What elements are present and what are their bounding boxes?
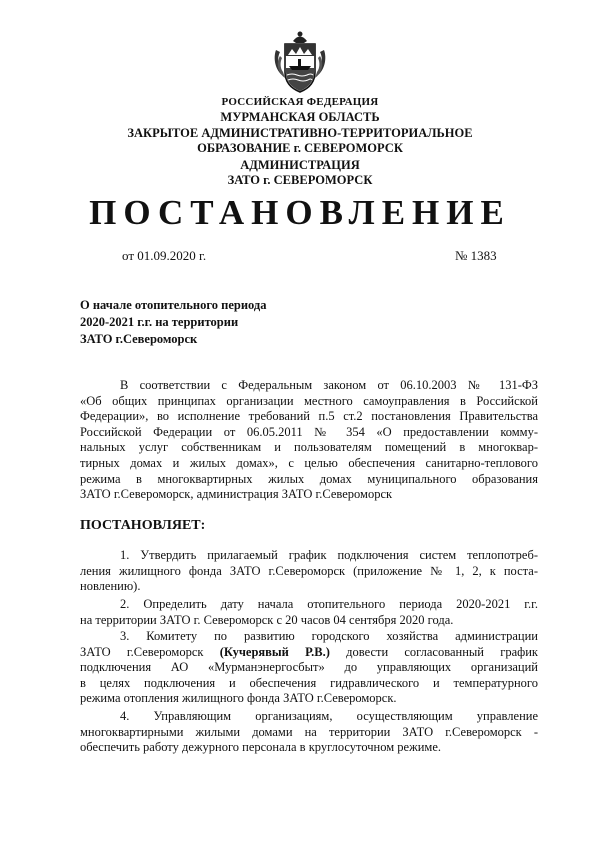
header-administration: АДМИНИСТРАЦИЯ — [240, 158, 360, 172]
decree-item-2 — [80, 597, 538, 628]
item-line: на территории ЗАТО г. Североморск с 20 часов 04 сентября 2020 года. — [80, 612, 454, 627]
item-line: 4. Управляющим организациям, осуществляющим управление — [120, 709, 538, 723]
document-subject — [80, 297, 266, 348]
item-line: ления жилищного фонда ЗАТО г.Североморск (приложение № 1, 2, к поста- — [80, 563, 538, 578]
item-line-with-name — [80, 645, 538, 661]
coat-of-arms-emblem — [271, 28, 329, 96]
decree-label: ПОСТАНОВЛЯЕТ: — [80, 518, 206, 533]
responsible-person: (Кучерявый Р.В.) — [219, 644, 330, 659]
preamble-line: нальных услуг собственникам и пользователям помещений в многоквар- — [80, 440, 538, 455]
item-line: 3. Комитету по развитию городского хозяйства администрации — [120, 629, 538, 643]
preamble-line: ЗАТО г.Североморск, администрация ЗАТО г.Североморск — [80, 487, 393, 502]
subject-line: ЗАТО г.Североморск — [80, 332, 198, 346]
item-line: в целях подключения и обеспечения гидравлического и температурного — [80, 675, 538, 690]
document-title: ПОСТАНОВЛЕНИЕ — [89, 193, 511, 232]
preamble-line: Российской Федерации от 06.05.2011 № 354 «О предоставлении комму- — [80, 424, 538, 439]
preamble-line: режима в многоквартирных жилых домах муниципального образования — [80, 471, 538, 486]
decree-item-4 — [80, 709, 538, 756]
preamble-line: тирных домах и жилых домах», с целью обеспечения санитарно-теплового — [80, 455, 538, 470]
decree-item-1 — [80, 548, 538, 595]
item-line: 1. Утвердить прилагаемый график подключения систем теплопотреб- — [120, 548, 538, 562]
decree-item-3 — [80, 629, 538, 707]
header-zato-line2: ОБРАЗОВАНИЕ г. СЕВЕРОМОРСК — [197, 141, 403, 155]
item-line: новлению). — [80, 579, 141, 594]
document-date: от 01.09.2020 г. — [122, 248, 207, 263]
header-country: РОССИЙСКАЯ ФЕДЕРАЦИЯ — [221, 96, 379, 108]
preamble-line: В соответствии с Федеральным законом от 06.10.2003 № 131-ФЗ — [120, 378, 538, 392]
item-text: довести согласованный график — [329, 644, 538, 659]
document-number: № 1383 — [455, 248, 497, 263]
header-zato-line1: ЗАКРЫТОЕ АДМИНИСТРАТИВНО-ТЕРРИТОРИАЛЬНОЕ — [127, 126, 473, 140]
header-administration-city: ЗАТО г. СЕВЕРОМОРСК — [227, 173, 373, 187]
subject-line: 2020-2021 г.г. на территории — [80, 315, 239, 329]
item-text: ЗАТО г.Североморск — [80, 644, 220, 659]
preamble-line: Федерации», во исполнение требований п.5 ст.2 постановления Правительства — [80, 409, 538, 424]
preamble-paragraph — [80, 378, 538, 503]
item-line: 2. Определить дату начала отопительного периода 2020-2021 г.г. — [120, 597, 538, 611]
item-line: обеспечить работу дежурного персонала в круглосуточном режиме. — [80, 740, 441, 755]
item-line: подключения АО «Мурманэнергосбыт» до управляющих организаций — [80, 660, 538, 675]
item-line: многоквартирными жилыми домами на территории ЗАТО г.Североморск - — [80, 724, 538, 739]
item-line: режима отопления жилищного фонда ЗАТО г.Североморск. — [80, 691, 397, 706]
subject-line: О начале отопительного периода — [80, 298, 267, 312]
header-region: МУРМАНСКАЯ ОБЛАСТЬ — [220, 110, 380, 124]
preamble-line: «Об общих принципах организации местного самоуправления в Российской — [80, 393, 538, 408]
